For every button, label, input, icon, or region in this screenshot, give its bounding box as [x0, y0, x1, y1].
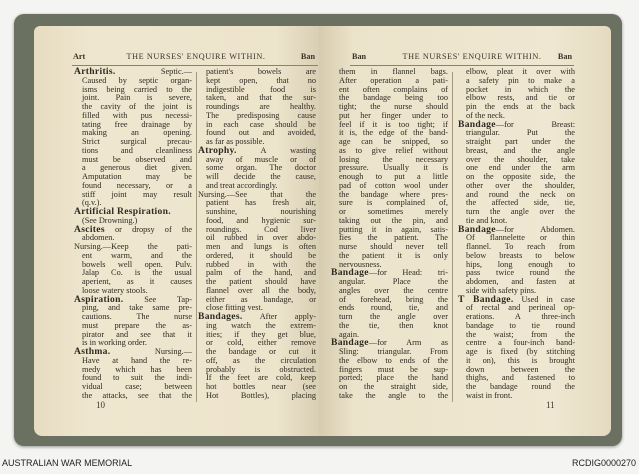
line-text: triangular. Put the: [466, 128, 575, 138]
line-text: and treat accordingly.: [206, 180, 278, 190]
running-title: THE NURSES' ENQUIRE WITHIN.: [126, 52, 266, 61]
line-text: food, and hygienic sur-: [206, 215, 316, 225]
entry-term: Atrophy.: [198, 144, 237, 156]
line-text: aperient, as it causes: [82, 277, 192, 286]
line-text: a generous diet given.: [82, 163, 192, 173]
line-text: it is, the edge of the band-: [339, 128, 448, 138]
line-text: —for Abdomen.: [495, 224, 575, 234]
column-divider: [452, 72, 453, 402]
line-text: Strict surgical precau-: [82, 137, 192, 146]
entry-term: Arthritis.: [74, 66, 116, 77]
line-text: elbow, pleat it over with: [466, 67, 575, 76]
line-text: down between the: [466, 364, 575, 374]
text-column: [198, 68, 316, 401]
line-text: away of muscle or of: [206, 154, 316, 164]
line-text: indigestible food is: [206, 84, 316, 94]
line-text: the tie, then knot: [339, 320, 448, 330]
entry-term: Ascites: [74, 223, 105, 235]
line-text: it on), this is brought: [466, 355, 575, 365]
line-text: erations. A three-inch: [466, 312, 575, 321]
line-text: pin the ends at the back: [466, 102, 575, 111]
guide-word-right: Ban: [557, 52, 572, 61]
line-text: medy which has been: [82, 364, 192, 374]
line-text: flannel over all the body,: [206, 285, 316, 295]
entry-term: Bandages.: [198, 311, 243, 322]
line-text: enough to put a little: [339, 172, 448, 181]
line-text: angular. Place the: [339, 277, 448, 286]
line-text: Septic.—: [115, 67, 192, 76]
guide-word-left: Art: [73, 52, 86, 61]
line-text: men and lungs is often: [206, 242, 316, 251]
text-line: [198, 392, 316, 401]
line-text: —for Head: tri-: [368, 268, 448, 278]
line-text: a safety pin to make a: [466, 75, 575, 85]
line-text: hips, long enough to: [466, 259, 575, 269]
line-text: sunshine, nourishing: [206, 207, 316, 216]
column-divider: [196, 72, 197, 402]
line-text: abdomen, and fasten at: [466, 277, 575, 286]
line-text: is in working order.: [82, 338, 147, 348]
line-text: taken, and that the sur-: [206, 93, 316, 103]
line-text: See Tap-: [123, 294, 192, 304]
line-text: roundings. Cod liver: [206, 224, 316, 234]
line-text: nervousness.: [339, 259, 382, 269]
line-text: the waist; from the: [466, 329, 575, 339]
line-text: or sometimes merely: [339, 207, 448, 216]
line-text: After operation a pati-: [339, 75, 448, 85]
line-text: sure is complained of,: [339, 198, 448, 208]
line-text: found out and avoided,: [206, 128, 316, 138]
line-text: putting it in again, satis-: [339, 224, 448, 234]
entry-term: Asthma.: [74, 346, 111, 357]
line-text: of the neck.: [466, 110, 505, 120]
line-text: must be observed and: [82, 154, 192, 164]
line-text: ent often complains of: [339, 84, 448, 94]
line-text: filled with pus necessi-: [82, 110, 192, 120]
line-text: either as bandage, or: [206, 294, 316, 304]
line-text: angles over the centre: [339, 285, 448, 295]
line-text: age is fixed (by stitching: [466, 347, 575, 356]
line-text: tating free drainage by: [82, 119, 192, 129]
line-text: of forehead, bring the: [339, 294, 448, 304]
line-text: on the opposite side, the: [466, 172, 575, 181]
line-text: the bandage being too: [339, 93, 448, 103]
line-text: other over the shoulder,: [466, 180, 575, 190]
page-number: 10: [96, 400, 105, 410]
line-text: ent warm, and the: [82, 250, 192, 260]
text-column: [74, 68, 192, 401]
line-text: waist in front.: [466, 390, 513, 400]
line-text: of rectal and perineal op-: [466, 303, 575, 313]
line-text: fingers must be sup-: [339, 364, 448, 374]
line-text: the elbow to ends of the: [339, 355, 448, 365]
line-text: tions and cleanliness: [82, 145, 192, 155]
line-text: After apply-: [242, 312, 316, 321]
line-text: ities; if they get blue,: [206, 329, 316, 339]
line-text: ordered, it should be: [206, 250, 316, 260]
credit-label: AUSTRALIAN WAR MEMORIAL: [2, 458, 133, 468]
line-text: palm of the hand, and: [206, 268, 316, 278]
text-column: [331, 68, 448, 401]
line-text: on the straight side,: [339, 382, 448, 391]
line-text: age can be snipped, so: [339, 137, 448, 146]
running-title: THE NURSES' ENQUIRE WITHIN.: [402, 52, 542, 61]
line-text: tie and knot.: [466, 215, 508, 225]
line-text: pocket in which the: [466, 84, 575, 94]
line-text: isms being carried to the: [82, 84, 192, 94]
line-text: Sling: triangular. From: [339, 347, 448, 356]
line-text: loose watery stools.: [82, 285, 148, 295]
line-text: turn the angle over: [339, 312, 448, 321]
line-text: and round the neck on: [466, 189, 575, 199]
line-text: taking out the pin, and: [339, 215, 448, 225]
entry-term: Aspiration.: [74, 293, 124, 305]
line-text: below breasts to below: [466, 250, 575, 260]
entry-term: T Bandage.: [458, 293, 514, 305]
page-number: 11: [546, 400, 555, 410]
text-line: [331, 392, 448, 401]
line-text: the bandage where pres-: [339, 189, 448, 199]
entry-term: Artificial Respiration.: [74, 206, 171, 217]
line-text: found to suit the indi-: [82, 373, 192, 383]
line-text: the bandage round the: [466, 382, 575, 391]
line-text: will decide the cause,: [206, 172, 316, 181]
line-text: or dropsy of the: [104, 224, 192, 234]
line-text: cautions. The nurse: [82, 312, 192, 321]
line-text: again.: [339, 329, 360, 339]
entry-term: Bandage: [458, 118, 496, 130]
line-text: (See Drowning.): [82, 215, 138, 225]
line-text: (q.v.).: [82, 198, 102, 208]
line-text: ends round, tie, and: [339, 303, 448, 313]
line-text: the patient it is only: [339, 250, 448, 260]
entry-term: Bandage: [458, 223, 496, 235]
text-column: [458, 68, 575, 401]
entry-term: Bandage: [331, 337, 369, 349]
line-text: tight; the nurse should: [339, 102, 448, 111]
line-text: breast, and the angle: [466, 145, 575, 155]
line-text: centre a four-inch band-: [466, 338, 575, 348]
line-text: A wasting: [236, 145, 316, 155]
line-text: the affected side, tie,: [466, 198, 575, 208]
line-text: one end under the arm: [466, 163, 575, 173]
line-text: thighs, and fastened to: [466, 373, 575, 383]
line-text: Nursing.—See that the: [198, 189, 316, 199]
line-text: turn the angle over the: [466, 207, 575, 216]
line-text: put her finger under to: [339, 110, 448, 120]
line-text: feel if it is too tight; if: [339, 119, 448, 129]
line-text: making an opening.: [82, 128, 192, 138]
line-text: Jalap Co. is the usual: [82, 268, 192, 278]
line-text: ping, and take same pre-: [82, 303, 192, 313]
line-text: abdomen.: [82, 233, 115, 243]
line-text: vidual case; between: [82, 382, 192, 391]
line-text: found necessary, or a: [82, 180, 192, 190]
line-text: in each case should be: [206, 119, 316, 129]
line-text: joint. Pain is severe,: [82, 93, 192, 103]
line-text: patient has fresh air,: [206, 198, 316, 208]
line-text: Caused by septic organ-: [82, 75, 192, 85]
line-text: fies the patient. The: [339, 233, 448, 243]
guide-word-right: Ban: [300, 52, 315, 61]
line-text: the cavity of the joint is: [82, 102, 192, 111]
line-text: straight part under the: [466, 137, 575, 146]
line-text: stiff joint may result: [82, 189, 192, 199]
line-text: flannel. To reach from: [466, 242, 575, 251]
line-text: Of flannelette or thin: [466, 233, 575, 243]
line-text: as far as possible.: [206, 137, 265, 146]
line-text: the attacks, see that the: [82, 390, 192, 400]
text-line: [458, 392, 575, 401]
line-text: ing watch the extrem-: [206, 320, 316, 330]
line-text: bandage to tie round: [466, 320, 575, 330]
line-text: pass twice round the: [466, 268, 575, 278]
line-text: take the angle to the: [339, 390, 448, 400]
line-text: Amputation may be: [82, 172, 192, 181]
line-text: must prepare the as-: [82, 320, 192, 330]
line-text: elbow rests, and tie or: [466, 93, 575, 103]
line-text: pirator and see that it: [82, 329, 192, 339]
line-text: pressure. Usually it is: [339, 163, 448, 173]
line-text: Nursing.—Keep the pati-: [74, 242, 192, 251]
line-text: kept open, that no: [206, 75, 316, 85]
line-text: losing the necessary: [339, 154, 448, 164]
line-text: some organ. The doctor: [206, 163, 316, 173]
line-text: If the feet are cold, keep: [206, 373, 316, 383]
line-text: roundings are healthy.: [206, 102, 316, 111]
line-text: the patient should have: [206, 277, 316, 286]
line-text: Hot Bottles), placing: [206, 390, 316, 400]
entry-term: Bandage: [331, 267, 369, 279]
line-text: probably is obstructed.: [206, 364, 316, 374]
line-text: patient's bowels are: [206, 67, 316, 76]
line-text: side with safety pins.: [466, 285, 537, 295]
line-text: bowels well open. Pulv.: [82, 259, 192, 269]
line-text: —for Arm as: [368, 338, 448, 348]
line-text: Nursing.—: [110, 347, 192, 356]
line-text: ported; place the hand: [339, 373, 448, 383]
line-text: them in flannel bags.: [339, 67, 448, 76]
line-text: oil rubbed in over abdo-: [206, 233, 316, 243]
line-text: nurse should never tell: [339, 242, 448, 251]
record-id: RCDIG0000270: [571, 458, 636, 468]
header-rule: [350, 65, 574, 66]
line-text: close fitting vest.: [206, 303, 263, 313]
line-text: rubbed in with the: [206, 259, 316, 269]
text-line: [74, 392, 192, 401]
line-text: Have at hand the re-: [82, 355, 192, 365]
line-text: pad of cotton wool under: [339, 180, 448, 190]
line-text: as to give relief without: [339, 145, 448, 155]
line-text: off, as the circulation: [206, 355, 316, 365]
line-text: hot bottles near (see: [206, 382, 316, 391]
line-text: —for Breast:: [495, 119, 575, 129]
guide-word-left: Ban: [352, 52, 367, 61]
line-text: over the shoulder, take: [466, 154, 575, 164]
line-text: The predisposing cause: [206, 110, 316, 120]
line-text: Used in case: [513, 294, 575, 304]
line-text: the bandage or cut it: [206, 347, 316, 356]
line-text: or cold, either remove: [206, 338, 316, 348]
